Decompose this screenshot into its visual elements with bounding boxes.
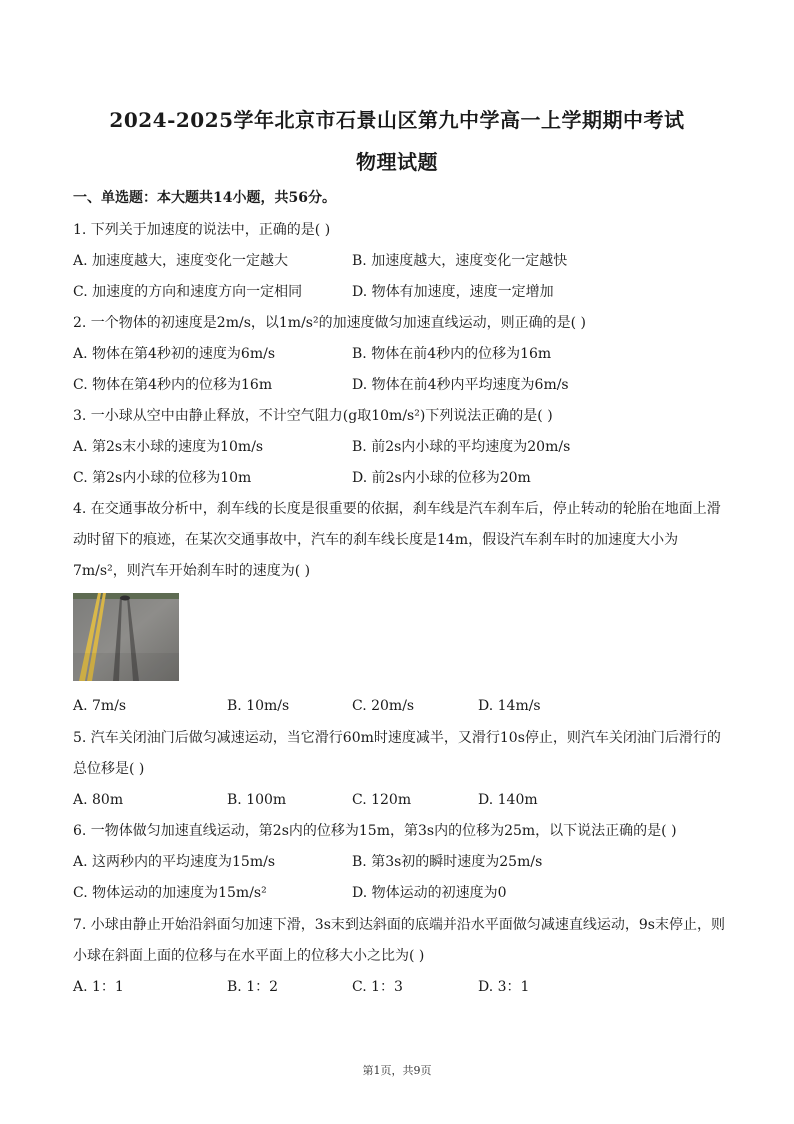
question-6-option-d: D. 物体运动的初速度为0 bbox=[352, 885, 507, 901]
section-heading: 一、单选题：本大题共14小题，共56分。 bbox=[73, 190, 336, 206]
question-4-stem-line-1: 4. 在交通事故分析中，刹车线的长度是很重要的依据，刹车线是汽车刹车后，停止转动的轮胎在地面上滑 bbox=[73, 501, 721, 517]
question-3-option-d: D. 前2s内小球的位移为20m bbox=[352, 470, 531, 486]
question-1-option-a: A. 加速度越大，速度变化一定越大 bbox=[73, 253, 289, 269]
question-3-option-c: C. 第2s内小球的位移为10m bbox=[73, 470, 252, 486]
question-5-option-a: A. 80m bbox=[73, 792, 124, 808]
question-7-option-b: B. 1：2 bbox=[227, 979, 279, 995]
question-2-stem: 2. 一个物体的初速度是2m/s，以1m/s²的加速度做匀加速直线运动，则正确的是( ) bbox=[73, 315, 586, 331]
question-4-stem-line-2: 动时留下的痕迹，在某次交通事故中，汽车的刹车线长度是14m，假设汽车刹车时的加速度大小为 bbox=[73, 532, 679, 548]
question-5-stem-line-1: 5. 汽车关闭油门后做匀减速运动，当它滑行60m时速度减半，又滑行10s停止，则汽车关闭油门后滑行的 bbox=[73, 730, 721, 746]
exam-subtitle: 物理试题 bbox=[356, 150, 438, 174]
question-2-option-d: D. 物体在前4秒内平均速度为6m/s bbox=[352, 377, 569, 393]
question-4-option-a: A. 7m/s bbox=[73, 698, 127, 714]
road-photo-graphic bbox=[73, 593, 179, 681]
question-6-stem: 6. 一物体做匀加速直线运动，第2s内的位移为15m，第3s内的位移为25m，以下说法正确的是( ) bbox=[73, 823, 677, 839]
question-7-option-a: A. 1：1 bbox=[73, 979, 124, 995]
question-2-option-b: B. 物体在前4秒内的位移为16m bbox=[352, 346, 552, 362]
question-6-option-c: C. 物体运动的加速度为15m/s² bbox=[73, 885, 267, 901]
question-7-stem-line-2: 小球在斜面上面的位移与在水平面上的位移大小之比为( ) bbox=[73, 948, 425, 964]
question-3-stem: 3. 一小球从空中由静止释放，不计空气阻力(g取10m/s²)下列说法正确的是( ) bbox=[73, 408, 553, 424]
skid-mark-road-photo bbox=[73, 593, 179, 681]
question-1-stem: 1. 下列关于加速度的说法中，正确的是( ) bbox=[73, 222, 331, 238]
question-4-option-d: D. 14m/s bbox=[478, 698, 541, 714]
question-4-option-c: C. 20m/s bbox=[352, 698, 415, 714]
question-2-option-a: A. 物体在第4秒初的速度为6m/s bbox=[73, 346, 276, 362]
question-7-option-c: C. 1：3 bbox=[352, 979, 403, 995]
question-3-option-a: A. 第2s末小球的速度为10m/s bbox=[73, 439, 264, 455]
exam-title: 2024-2025学年北京市石景山区第九中学高一上学期期中考试 bbox=[109, 108, 685, 132]
question-3-option-b: B. 前2s内小球的平均速度为20m/s bbox=[352, 439, 571, 455]
question-1-option-c: C. 加速度的方向和速度方向一定相同 bbox=[73, 284, 303, 300]
question-5-option-b: B. 100m bbox=[227, 792, 287, 808]
question-6-option-b: B. 第3s初的瞬时速度为25m/s bbox=[352, 854, 543, 870]
question-1-option-d: D. 物体有加速度，速度一定增加 bbox=[352, 284, 554, 300]
page-footer: 第1页，共9页 bbox=[362, 1064, 432, 1077]
question-5-option-d: D. 140m bbox=[478, 792, 538, 808]
question-1-option-b: B. 加速度越大，速度变化一定越快 bbox=[352, 253, 568, 269]
question-5-option-c: C. 120m bbox=[352, 792, 412, 808]
question-6-option-a: A. 这两秒内的平均速度为15m/s bbox=[73, 854, 276, 870]
question-7-stem-line-1: 7. 小球由静止开始沿斜面匀加速下滑，3s末到达斜面的底端并沿水平面做匀减速直线运动，9s末停止，则 bbox=[73, 917, 725, 933]
question-4-stem-line-3: 7m/s²，则汽车开始刹车时的速度为( ) bbox=[73, 563, 311, 579]
question-4-option-b: B. 10m/s bbox=[227, 698, 290, 714]
question-7-option-d: D. 3：1 bbox=[478, 979, 530, 995]
question-2-option-c: C. 物体在第4秒内的位移为16m bbox=[73, 377, 273, 393]
question-5-stem-line-2: 总位移是( ) bbox=[73, 761, 145, 777]
